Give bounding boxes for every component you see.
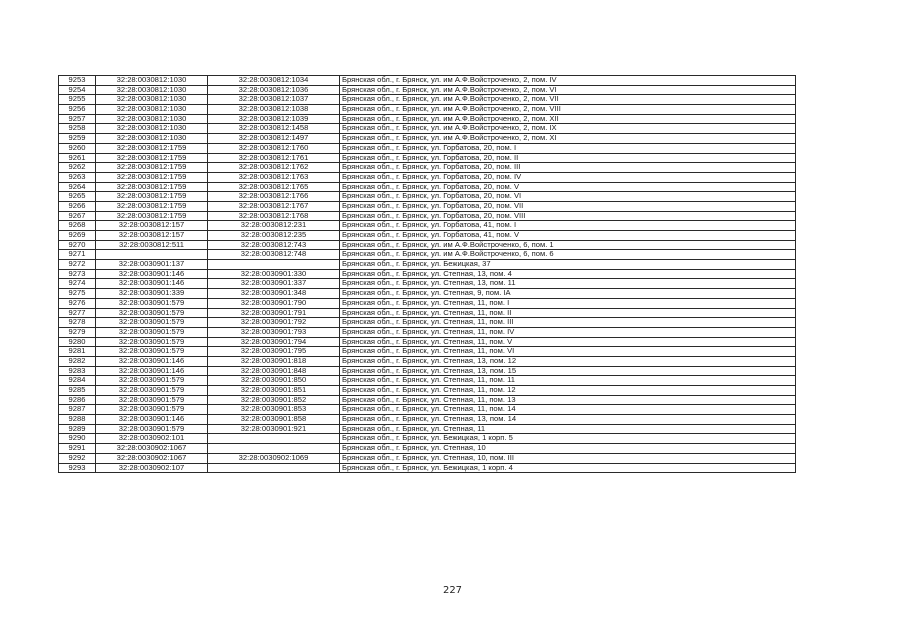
row-number-cell: 9254 xyxy=(59,85,96,95)
row-number-cell: 9274 xyxy=(59,279,96,289)
row-number-cell: 9269 xyxy=(59,231,96,241)
address-cell: Брянская обл., г. Брянск, ул. им А.Ф.Войстроченко, 2, пом. IV xyxy=(340,76,796,86)
row-number-cell: 9277 xyxy=(59,308,96,318)
table-row xyxy=(59,434,796,444)
row-number-cell: 9259 xyxy=(59,134,96,144)
table-row xyxy=(59,386,796,396)
row-number-cell: 9256 xyxy=(59,105,96,115)
address-cell: Брянская обл., г. Брянск, ул. им А.Ф.Войстроченко, 6, пом. 6 xyxy=(340,250,796,260)
row-number-cell: 9267 xyxy=(59,211,96,221)
parent-cadastral-cell: 32:28:0030901:579 xyxy=(96,386,208,396)
address-cell: Брянская обл., г. Брянск, ул. Горбатова, 20, пом. VIII xyxy=(340,211,796,221)
parent-cadastral-cell: 32:28:0030812:1759 xyxy=(96,153,208,163)
row-number-cell: 9288 xyxy=(59,415,96,425)
cadastral-number-cell xyxy=(208,444,340,454)
table-row xyxy=(59,163,796,173)
parent-cadastral-cell: 32:28:0030812:1759 xyxy=(96,163,208,173)
table-row xyxy=(59,298,796,308)
table-row xyxy=(59,231,796,241)
table-row xyxy=(59,279,796,289)
parent-cadastral-cell: 32:28:0030812:1030 xyxy=(96,114,208,124)
parent-cadastral-cell: 32:28:0030901:146 xyxy=(96,279,208,289)
row-number-cell: 9292 xyxy=(59,453,96,463)
row-number-cell: 9280 xyxy=(59,337,96,347)
parent-cadastral-cell: 32:28:0030901:146 xyxy=(96,269,208,279)
cadastral-number-cell: 32:28:0030812:1039 xyxy=(208,114,340,124)
address-cell: Брянская обл., г. Брянск, ул. Горбатова, 20, пом. VII xyxy=(340,201,796,211)
address-cell: Брянская обл., г. Брянск, ул. Бежицкая, 1 корп. 5 xyxy=(340,434,796,444)
address-cell: Брянская обл., г. Брянск, ул. им А.Ф.Войстроченко, 2, пом. XII xyxy=(340,114,796,124)
address-cell: Брянская обл., г. Брянск, ул. Горбатова, 41, пом. V xyxy=(340,231,796,241)
row-number-cell: 9282 xyxy=(59,356,96,366)
row-number-cell: 9279 xyxy=(59,327,96,337)
cadastral-number-cell: 32:28:0030901:794 xyxy=(208,337,340,347)
cadastral-number-cell: 32:28:0030901:790 xyxy=(208,298,340,308)
registry-table-body xyxy=(59,76,796,473)
table-row xyxy=(59,327,796,337)
table-row xyxy=(59,221,796,231)
row-number-cell: 9289 xyxy=(59,424,96,434)
parent-cadastral-cell: 32:28:0030902:1067 xyxy=(96,444,208,454)
cadastral-number-cell: 32:28:0030812:1762 xyxy=(208,163,340,173)
table-row xyxy=(59,366,796,376)
row-number-cell: 9278 xyxy=(59,318,96,328)
cadastral-number-cell: 32:28:0030901:793 xyxy=(208,327,340,337)
table-row xyxy=(59,260,796,270)
table-row xyxy=(59,114,796,124)
parent-cadastral-cell: 32:28:0030812:1030 xyxy=(96,85,208,95)
address-cell: Брянская обл., г. Брянск, ул. Горбатова, 41, пом. I xyxy=(340,221,796,231)
address-cell: Брянская обл., г. Брянск, ул. Степная, 13, пом. 15 xyxy=(340,366,796,376)
cadastral-number-cell: 32:28:0030901:330 xyxy=(208,269,340,279)
parent-cadastral-cell: 32:28:0030812:157 xyxy=(96,231,208,241)
cadastral-number-cell: 32:28:0030812:1768 xyxy=(208,211,340,221)
cadastral-number-cell: 32:28:0030901:858 xyxy=(208,415,340,425)
address-cell: Брянская обл., г. Брянск, ул. им А.Ф.Войстроченко, 2, пом. XI xyxy=(340,134,796,144)
row-number-cell: 9284 xyxy=(59,376,96,386)
cadastral-number-cell: 32:28:0030812:1497 xyxy=(208,134,340,144)
table-row xyxy=(59,134,796,144)
address-cell: Брянская обл., г. Брянск, ул. Степная, 11, пом. 14 xyxy=(340,405,796,415)
row-number-cell: 9261 xyxy=(59,153,96,163)
address-cell: Брянская обл., г. Брянск, ул. Степная, 11, пом. 12 xyxy=(340,386,796,396)
cadastral-number-cell: 32:28:0030902:1069 xyxy=(208,453,340,463)
cadastral-number-cell: 32:28:0030812:1765 xyxy=(208,182,340,192)
parent-cadastral-cell: 32:28:0030901:146 xyxy=(96,366,208,376)
cadastral-number-cell: 32:28:0030901:851 xyxy=(208,386,340,396)
address-cell: Брянская обл., г. Брянск, ул. Горбатова, 20, пом. VI xyxy=(340,192,796,202)
row-number-cell: 9258 xyxy=(59,124,96,134)
cadastral-number-cell: 32:28:0030812:1036 xyxy=(208,85,340,95)
table-row xyxy=(59,105,796,115)
row-number-cell: 9255 xyxy=(59,95,96,105)
table-row xyxy=(59,347,796,357)
table-row xyxy=(59,76,796,86)
table-row xyxy=(59,453,796,463)
cadastral-number-cell xyxy=(208,463,340,473)
table-row xyxy=(59,250,796,260)
table-row xyxy=(59,95,796,105)
cadastral-number-cell: 32:28:0030812:1034 xyxy=(208,76,340,86)
parent-cadastral-cell: 32:28:0030812:511 xyxy=(96,240,208,250)
address-cell: Брянская обл., г. Брянск, ул. Степная, 11, пом. II xyxy=(340,308,796,318)
parent-cadastral-cell xyxy=(96,250,208,260)
cadastral-number-cell: 32:28:0030812:231 xyxy=(208,221,340,231)
parent-cadastral-cell: 32:28:0030901:579 xyxy=(96,308,208,318)
address-cell: Брянская обл., г. Брянск, ул. Степная, 11, пом. V xyxy=(340,337,796,347)
address-cell: Брянская обл., г. Брянск, ул. Степная, 9, пом. IA xyxy=(340,289,796,299)
table-row xyxy=(59,211,796,221)
cadastral-number-cell: 32:28:0030812:1761 xyxy=(208,153,340,163)
row-number-cell: 9270 xyxy=(59,240,96,250)
table-row xyxy=(59,172,796,182)
table-row xyxy=(59,124,796,134)
address-cell: Брянская обл., г. Брянск, ул. Степная, 13, пом. 12 xyxy=(340,356,796,366)
row-number-cell: 9264 xyxy=(59,182,96,192)
page-number: 227 xyxy=(442,585,463,596)
cadastral-number-cell: 32:28:0030812:1767 xyxy=(208,201,340,211)
cadastral-number-cell: 32:28:0030901:348 xyxy=(208,289,340,299)
table-row xyxy=(59,269,796,279)
parent-cadastral-cell: 32:28:0030812:1759 xyxy=(96,172,208,182)
table-row xyxy=(59,182,796,192)
address-cell: Брянская обл., г. Брянск, ул. им А.Ф.Войстроченко, 2, пом. VI xyxy=(340,85,796,95)
parent-cadastral-cell: 32:28:0030812:1759 xyxy=(96,182,208,192)
parent-cadastral-cell: 32:28:0030812:1759 xyxy=(96,192,208,202)
table-row xyxy=(59,405,796,415)
table-row xyxy=(59,415,796,425)
row-number-cell: 9287 xyxy=(59,405,96,415)
parent-cadastral-cell: 32:28:0030901:339 xyxy=(96,289,208,299)
table-row xyxy=(59,356,796,366)
row-number-cell: 9290 xyxy=(59,434,96,444)
parent-cadastral-cell: 32:28:0030902:107 xyxy=(96,463,208,473)
parent-cadastral-cell: 32:28:0030901:146 xyxy=(96,415,208,425)
table-row xyxy=(59,201,796,211)
row-number-cell: 9281 xyxy=(59,347,96,357)
parent-cadastral-cell: 32:28:0030901:579 xyxy=(96,298,208,308)
cadastral-number-cell: 32:28:0030812:235 xyxy=(208,231,340,241)
cadastral-number-cell: 32:28:0030901:850 xyxy=(208,376,340,386)
parent-cadastral-cell: 32:28:0030812:1030 xyxy=(96,105,208,115)
parent-cadastral-cell: 32:28:0030812:1759 xyxy=(96,143,208,153)
row-number-cell: 9285 xyxy=(59,386,96,396)
cadastral-number-cell: 32:28:0030901:792 xyxy=(208,318,340,328)
address-cell: Брянская обл., г. Брянск, ул. Степная, 10 xyxy=(340,444,796,454)
row-number-cell: 9275 xyxy=(59,289,96,299)
address-cell: Брянская обл., г. Брянск, ул. Степная, 11, пом. 11 xyxy=(340,376,796,386)
address-cell: Брянская обл., г. Брянск, ул. им А.Ф.Войстроченко, 2, пом. IX xyxy=(340,124,796,134)
row-number-cell: 9257 xyxy=(59,114,96,124)
row-number-cell: 9276 xyxy=(59,298,96,308)
address-cell: Брянская обл., г. Брянск, ул. Степная, 11, пом. 13 xyxy=(340,395,796,405)
table-row xyxy=(59,153,796,163)
parent-cadastral-cell: 32:28:0030901:579 xyxy=(96,318,208,328)
address-cell: Брянская обл., г. Брянск, ул. Горбатова, 20, пом. IV xyxy=(340,172,796,182)
table-row xyxy=(59,143,796,153)
address-cell: Брянская обл., г. Брянск, ул. Бежицкая, 37 xyxy=(340,260,796,270)
cadastral-number-cell: 32:28:0030901:853 xyxy=(208,405,340,415)
parent-cadastral-cell: 32:28:0030901:579 xyxy=(96,337,208,347)
address-cell: Брянская обл., г. Брянск, ул. Степная, 13, пом. 11 xyxy=(340,279,796,289)
row-number-cell: 9271 xyxy=(59,250,96,260)
address-cell: Брянская обл., г. Брянск, ул. им А.Ф.Войстроченко, 2, пом. VII xyxy=(340,95,796,105)
address-cell: Брянская обл., г. Брянск, ул. Степная, 10, пом. III xyxy=(340,453,796,463)
parent-cadastral-cell: 32:28:0030812:1030 xyxy=(96,76,208,86)
row-number-cell: 9268 xyxy=(59,221,96,231)
address-cell: Брянская обл., г. Брянск, ул. им А.Ф.Войстроченко, 2, пом. VIII xyxy=(340,105,796,115)
parent-cadastral-cell: 32:28:0030812:1030 xyxy=(96,95,208,105)
cadastral-number-cell: 32:28:0030812:1766 xyxy=(208,192,340,202)
table-row xyxy=(59,424,796,434)
table-row xyxy=(59,376,796,386)
parent-cadastral-cell: 32:28:0030901:579 xyxy=(96,347,208,357)
parent-cadastral-cell: 32:28:0030901:579 xyxy=(96,405,208,415)
parent-cadastral-cell: 32:28:0030901:146 xyxy=(96,356,208,366)
parent-cadastral-cell: 32:28:0030812:1030 xyxy=(96,124,208,134)
parent-cadastral-cell: 32:28:0030901:137 xyxy=(96,260,208,270)
address-cell: Брянская обл., г. Брянск, ул. Степная, 11, пом. III xyxy=(340,318,796,328)
parent-cadastral-cell: 32:28:0030901:579 xyxy=(96,395,208,405)
address-cell: Брянская обл., г. Брянск, ул. Степная, 11 xyxy=(340,424,796,434)
cadastral-number-cell: 32:28:0030901:791 xyxy=(208,308,340,318)
cadastral-number-cell xyxy=(208,434,340,444)
cadastral-number-cell xyxy=(208,260,340,270)
address-cell: Брянская обл., г. Брянск, ул. Степная, 11, пом. IV xyxy=(340,327,796,337)
address-cell: Брянская обл., г. Брянск, ул. Степная, 11, пом. I xyxy=(340,298,796,308)
address-cell: Брянская обл., г. Брянск, ул. Степная, 13, пом. 4 xyxy=(340,269,796,279)
parent-cadastral-cell: 32:28:0030812:157 xyxy=(96,221,208,231)
parent-cadastral-cell: 32:28:0030901:579 xyxy=(96,424,208,434)
cadastral-number-cell: 32:28:0030901:337 xyxy=(208,279,340,289)
row-number-cell: 9266 xyxy=(59,201,96,211)
row-number-cell: 9293 xyxy=(59,463,96,473)
table-row xyxy=(59,337,796,347)
address-cell: Брянская обл., г. Брянск, ул. Бежицкая, 1 корп. 4 xyxy=(340,463,796,473)
parent-cadastral-cell: 32:28:0030902:1067 xyxy=(96,453,208,463)
parent-cadastral-cell: 32:28:0030812:1030 xyxy=(96,134,208,144)
row-number-cell: 9263 xyxy=(59,172,96,182)
cadastral-number-cell: 32:28:0030812:748 xyxy=(208,250,340,260)
address-cell: Брянская обл., г. Брянск, ул. Горбатова, 20, пом. III xyxy=(340,163,796,173)
cadastral-number-cell: 32:28:0030812:1763 xyxy=(208,172,340,182)
row-number-cell: 9253 xyxy=(59,76,96,86)
table-row xyxy=(59,192,796,202)
cadastral-number-cell: 32:28:0030901:818 xyxy=(208,356,340,366)
address-cell: Брянская обл., г. Брянск, ул. Горбатова, 20, пом. I xyxy=(340,143,796,153)
table-row xyxy=(59,444,796,454)
registry-table xyxy=(58,75,796,473)
row-number-cell: 9283 xyxy=(59,366,96,376)
table-row xyxy=(59,395,796,405)
row-number-cell: 9272 xyxy=(59,260,96,270)
address-cell: Брянская обл., г. Брянск, ул. Горбатова, 20, пом. V xyxy=(340,182,796,192)
cadastral-number-cell: 32:28:0030812:1458 xyxy=(208,124,340,134)
row-number-cell: 9291 xyxy=(59,444,96,454)
row-number-cell: 9262 xyxy=(59,163,96,173)
cadastral-number-cell: 32:28:0030812:1038 xyxy=(208,105,340,115)
parent-cadastral-cell: 32:28:0030901:579 xyxy=(96,327,208,337)
row-number-cell: 9260 xyxy=(59,143,96,153)
row-number-cell: 9273 xyxy=(59,269,96,279)
parent-cadastral-cell: 32:28:0030902:101 xyxy=(96,434,208,444)
table-row xyxy=(59,240,796,250)
table-row xyxy=(59,289,796,299)
table-row xyxy=(59,308,796,318)
cadastral-number-cell: 32:28:0030901:848 xyxy=(208,366,340,376)
parent-cadastral-cell: 32:28:0030901:579 xyxy=(96,376,208,386)
cadastral-number-cell: 32:28:0030812:743 xyxy=(208,240,340,250)
parent-cadastral-cell: 32:28:0030812:1759 xyxy=(96,211,208,221)
parent-cadastral-cell: 32:28:0030812:1759 xyxy=(96,201,208,211)
cadastral-number-cell: 32:28:0030901:921 xyxy=(208,424,340,434)
address-cell: Брянская обл., г. Брянск, ул. Степная, 13, пом. 14 xyxy=(340,415,796,425)
address-cell: Брянская обл., г. Брянск, ул. им А.Ф.Войстроченко, 6, пом. 1 xyxy=(340,240,796,250)
table-row xyxy=(59,463,796,473)
cadastral-number-cell: 32:28:0030812:1037 xyxy=(208,95,340,105)
row-number-cell: 9286 xyxy=(59,395,96,405)
cadastral-number-cell: 32:28:0030812:1760 xyxy=(208,143,340,153)
cadastral-number-cell: 32:28:0030901:852 xyxy=(208,395,340,405)
cadastral-number-cell: 32:28:0030901:795 xyxy=(208,347,340,357)
address-cell: Брянская обл., г. Брянск, ул. Горбатова, 20, пом. II xyxy=(340,153,796,163)
row-number-cell: 9265 xyxy=(59,192,96,202)
table-row xyxy=(59,318,796,328)
address-cell: Брянская обл., г. Брянск, ул. Степная, 11, пом. VI xyxy=(340,347,796,357)
table-row xyxy=(59,85,796,95)
